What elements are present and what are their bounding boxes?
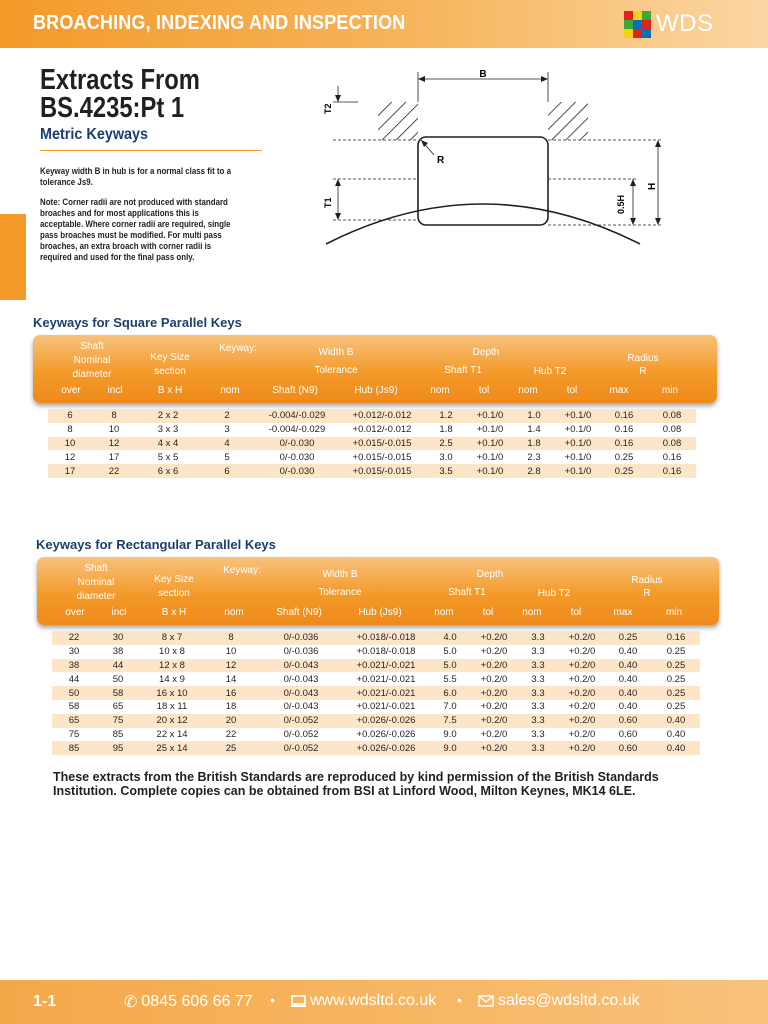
hdr-t1-tol: tol: [482, 607, 494, 618]
table-cell: 16: [204, 686, 258, 700]
hdr-t1-tol: tol: [478, 385, 490, 396]
table-cell: +0.2/0: [472, 714, 516, 728]
table-cell: 22: [204, 728, 258, 742]
side-tab: [0, 214, 26, 300]
hdr-over: over: [61, 385, 81, 396]
hdr-hub-js9: Hub (Js9): [354, 385, 398, 396]
table-cell: 4.0: [428, 631, 472, 645]
square-table-header: [33, 335, 717, 403]
rect-keys-title: Keyways for Rectangular Parallel Keys: [36, 537, 276, 552]
hdr-max: max: [609, 385, 629, 396]
table-cell: 0.16: [600, 409, 648, 423]
table-cell: 0.16: [648, 464, 696, 478]
table-cell: +0.2/0: [472, 700, 516, 714]
table-cell: +0.1/0: [468, 450, 512, 464]
table-cell: 3.3: [516, 741, 560, 755]
label-h: H: [647, 182, 658, 190]
table-cell: +0.2/0: [560, 728, 604, 742]
table-cell: 0/-0.043: [258, 686, 344, 700]
table-cell: 0/-0.036: [258, 631, 344, 645]
table-cell: 3.3: [516, 728, 560, 742]
table-cell: 75: [52, 728, 96, 742]
hdr-t2-tol: tol: [570, 607, 582, 618]
table-cell: 22 x 14: [140, 728, 204, 742]
table-cell: +0.026/-0.026: [344, 741, 428, 755]
table-cell: 0.25: [652, 700, 700, 714]
hdr-width-b: Width B: [322, 569, 358, 580]
table-cell: 0/-0.052: [258, 728, 344, 742]
table-cell: 0.40: [652, 728, 700, 742]
table-cell: +0.2/0: [472, 686, 516, 700]
separator-dot: •: [270, 992, 275, 1008]
table-cell: 38: [96, 645, 140, 659]
footer: [0, 980, 768, 1024]
table-cell: 8 x 7: [140, 631, 204, 645]
table-cell: +0.1/0: [556, 464, 600, 478]
square-keys-table: [48, 409, 696, 478]
table-cell: +0.1/0: [468, 409, 512, 423]
hdr-keyway: Keyway:: [223, 565, 261, 576]
table-cell: +0.026/-0.026: [344, 728, 428, 742]
table-cell: +0.012/-0.012: [340, 423, 424, 437]
hdr-bxh: B x H: [161, 607, 187, 618]
table-cell: 0.40: [652, 714, 700, 728]
table-row: [52, 714, 700, 728]
table-cell: 1.8: [424, 423, 468, 437]
phone-link[interactable]: [124, 992, 253, 1012]
table-cell: 0/-0.036: [258, 645, 344, 659]
page-title: [40, 66, 253, 122]
table-cell: 0.16: [600, 423, 648, 437]
hdr-shaft: Shaft: [84, 563, 108, 574]
separator-dot: •: [457, 992, 462, 1008]
table-cell: +0.1/0: [556, 437, 600, 451]
hdr-shaft: Shaft: [80, 341, 104, 352]
table-cell: 4 x 4: [136, 437, 200, 451]
table-cell: 9.0: [428, 741, 472, 755]
table-cell: 0/-0.052: [258, 714, 344, 728]
hdr-tolerance: Tolerance: [314, 365, 358, 376]
table-cell: 20: [204, 714, 258, 728]
table-cell: +0.015/-0.015: [340, 464, 424, 478]
phone-icon: ✆: [124, 994, 138, 1011]
page-title-line-2: BS.4235:Pt 1: [40, 92, 185, 124]
table-cell: 3.3: [516, 631, 560, 645]
hdr-keyway: Keyway:: [219, 343, 257, 354]
table-cell: +0.2/0: [560, 645, 604, 659]
table-cell: 0.08: [648, 409, 696, 423]
table-cell: 14 x 9: [140, 672, 204, 686]
table-cell: 58: [52, 700, 96, 714]
table-cell: 3 x 3: [136, 423, 200, 437]
table-cell: 2.3: [512, 450, 556, 464]
hdr-t2-tol: tol: [566, 385, 578, 396]
table-row: [52, 741, 700, 755]
hdr-radius: Radius: [627, 353, 659, 364]
table-cell: 12 x 8: [140, 659, 204, 673]
email-icon: [478, 995, 494, 1007]
note-corner-radii: Note: Corner radii are not produced with standard broaches and for most applications this is acceptable. Where corner radii are required, single pass broaches must be modified. For multi pass broaches, an extra broach with corner radii is required and used for the final pass only.: [40, 197, 231, 262]
table-cell: 3.3: [516, 672, 560, 686]
table-cell: 18 x 11: [140, 700, 204, 714]
hdr-t2-nom: nom: [518, 385, 538, 396]
table-cell: +0.1/0: [556, 423, 600, 437]
label-05h: 0.5H: [616, 194, 626, 214]
table-cell: +0.018/-0.018: [344, 645, 428, 659]
table-cell: 18: [204, 700, 258, 714]
table-cell: 25: [204, 741, 258, 755]
table-cell: 20 x 12: [140, 714, 204, 728]
hdr-over: over: [65, 607, 85, 618]
table-cell: 5 x 5: [136, 450, 200, 464]
table-cell: 14: [204, 672, 258, 686]
table-cell: 0/-0.052: [258, 741, 344, 755]
rect-keys-table: [52, 631, 700, 755]
table-row: [48, 464, 696, 478]
table-cell: +0.1/0: [556, 409, 600, 423]
square-keys-rows: [48, 409, 696, 478]
table-cell: 3.3: [516, 645, 560, 659]
table-cell: +0.021/-0.021: [344, 659, 428, 673]
phone-number: 0845 606 66 77: [141, 993, 253, 1010]
table-cell: 6: [48, 409, 92, 423]
table-cell: 5.0: [428, 645, 472, 659]
table-cell: +0.021/-0.021: [344, 672, 428, 686]
hdr-nominal: Nominal: [77, 577, 115, 588]
table-cell: 0/-0.030: [254, 437, 340, 451]
hdr-tolerance: Tolerance: [318, 587, 362, 598]
table-cell: 10: [92, 423, 136, 437]
table-cell: 6 x 6: [136, 464, 200, 478]
table-row: [52, 672, 700, 686]
table-cell: +0.021/-0.021: [344, 686, 428, 700]
page-title-line-1: Extracts From: [40, 64, 200, 96]
label-t1: T1: [323, 197, 333, 208]
table-cell: 0.40: [604, 686, 652, 700]
table-cell: 22: [52, 631, 96, 645]
table-cell: 2 x 2: [136, 409, 200, 423]
table-row: [52, 686, 700, 700]
table-cell: 0/-0.043: [258, 672, 344, 686]
hdr-nominal: Nominal: [73, 355, 111, 366]
table-cell: 1.8: [512, 437, 556, 451]
table-row: [48, 423, 696, 437]
hdr-incl: incl: [111, 607, 127, 618]
rect-keys-rows: [52, 631, 700, 755]
table-cell: +0.1/0: [468, 437, 512, 451]
table-cell: 85: [96, 728, 140, 742]
email-link[interactable]: [478, 992, 640, 1010]
table-cell: +0.2/0: [560, 672, 604, 686]
table-cell: 22: [92, 464, 136, 478]
table-cell: 0.25: [652, 686, 700, 700]
table-cell: 7.0: [428, 700, 472, 714]
table-cell: 3.3: [516, 659, 560, 673]
table-cell: 25 x 14: [140, 741, 204, 755]
table-cell: +0.021/-0.021: [344, 700, 428, 714]
hdr-t1-nom: nom: [434, 607, 454, 618]
table-cell: 0.16: [648, 450, 696, 464]
rect-table-header: [37, 557, 719, 625]
hdr-depth: Depth: [472, 347, 500, 358]
hdr-hub-t2: Hub T2: [537, 588, 571, 599]
table-row: [48, 437, 696, 451]
table-cell: -0.004/-0.029: [254, 409, 340, 423]
table-cell: 5.0: [428, 659, 472, 673]
hdr-diameter: diameter: [72, 369, 112, 380]
table-cell: 0.08: [648, 437, 696, 451]
hdr-bxh: B x H: [157, 385, 183, 396]
hdr-incl: incl: [107, 385, 123, 396]
table-cell: 0.25: [600, 450, 648, 464]
hdr-hub-js9: Hub (Js9): [358, 607, 402, 618]
table-cell: 0.16: [652, 631, 700, 645]
table-cell: 1.2: [424, 409, 468, 423]
keyway-diagram: [318, 62, 678, 254]
label-t2: T2: [323, 103, 333, 114]
website-link[interactable]: [291, 992, 436, 1010]
table-row: [52, 700, 700, 714]
table-cell: 0/-0.030: [254, 464, 340, 478]
table-cell: 7.5: [428, 714, 472, 728]
table-cell: 3.3: [516, 714, 560, 728]
note-width-tolerance: Keyway width B in hub is for a normal class fit to a tolerance Js9.: [40, 166, 232, 187]
table-cell: 5.5: [428, 672, 472, 686]
table-cell: 0.60: [604, 728, 652, 742]
hdr-hub-t2: Hub T2: [533, 366, 567, 377]
table-cell: 17: [48, 464, 92, 478]
table-cell: 0/-0.030: [254, 450, 340, 464]
table-cell: 6.0: [428, 686, 472, 700]
brand-name: WDS: [656, 10, 714, 37]
table-cell: +0.2/0: [472, 728, 516, 742]
cube-logo-icon: [622, 8, 654, 40]
table-cell: 50: [96, 672, 140, 686]
table-cell: 0.25: [600, 464, 648, 478]
table-cell: 10: [48, 437, 92, 451]
table-cell: 0.40: [604, 645, 652, 659]
table-cell: 38: [52, 659, 96, 673]
table-row: [52, 728, 700, 742]
table-cell: 0.25: [652, 659, 700, 673]
table-cell: 0.40: [604, 672, 652, 686]
table-cell: -0.004/-0.029: [254, 423, 340, 437]
table-row: [48, 409, 696, 423]
table-cell: 10 x 8: [140, 645, 204, 659]
table-cell: 12: [92, 437, 136, 451]
table-cell: +0.012/-0.012: [340, 409, 424, 423]
table-cell: 4: [200, 437, 254, 451]
label-r: R: [437, 155, 445, 166]
table-cell: 0/-0.043: [258, 659, 344, 673]
hdr-shaft-n9: Shaft (N9): [276, 607, 322, 618]
table-cell: 58: [96, 686, 140, 700]
hdr-shaft-n9: Shaft (N9): [272, 385, 318, 396]
table-cell: 0.16: [600, 437, 648, 451]
hdr-max: max: [613, 607, 633, 618]
table-cell: +0.2/0: [560, 659, 604, 673]
table-cell: 44: [96, 659, 140, 673]
table-cell: +0.2/0: [560, 686, 604, 700]
table-cell: 17: [92, 450, 136, 464]
table-cell: 50: [52, 686, 96, 700]
table-cell: +0.015/-0.015: [340, 437, 424, 451]
page-number: 1-1: [33, 993, 57, 1010]
top-banner: [0, 0, 768, 48]
table-cell: 0.25: [652, 645, 700, 659]
hdr-t1-nom: nom: [430, 385, 450, 396]
table-cell: +0.026/-0.026: [344, 714, 428, 728]
table-cell: +0.018/-0.018: [344, 631, 428, 645]
table-cell: 0.40: [652, 741, 700, 755]
divider: [40, 150, 262, 151]
table-cell: 6: [200, 464, 254, 478]
table-cell: +0.1/0: [468, 423, 512, 437]
table-cell: 1.4: [512, 423, 556, 437]
hdr-diameter: diameter: [76, 591, 116, 602]
table-cell: 75: [96, 714, 140, 728]
hdr-r: R: [639, 366, 647, 377]
table-cell: 95: [96, 741, 140, 755]
email-address: sales@wdsltd.co.uk: [498, 992, 640, 1009]
table-cell: 0.60: [604, 741, 652, 755]
table-row: [52, 631, 700, 645]
label-b: B: [479, 69, 487, 80]
table-cell: 8: [92, 409, 136, 423]
table-cell: +0.1/0: [556, 450, 600, 464]
square-keys-title: Keyways for Square Parallel Keys: [33, 315, 242, 330]
table-cell: 0.25: [652, 672, 700, 686]
table-cell: 44: [52, 672, 96, 686]
computer-icon: [291, 995, 306, 1008]
table-cell: +0.1/0: [468, 464, 512, 478]
hdr-shaft-t1: Shaft T1: [448, 587, 486, 598]
table-cell: +0.2/0: [472, 672, 516, 686]
table-cell: +0.2/0: [472, 741, 516, 755]
table-cell: 0.25: [604, 631, 652, 645]
table-cell: +0.2/0: [560, 714, 604, 728]
table-cell: 30: [52, 645, 96, 659]
table-cell: 0.60: [604, 714, 652, 728]
table-cell: 5: [200, 450, 254, 464]
table-cell: 30: [96, 631, 140, 645]
table-cell: 0.40: [604, 659, 652, 673]
bsi-credit: These extracts from the British Standards are reproduced by kind permission of the British Standards Institution. Complete copies can be obtained from BSI at Linford Wood, Milton Keynes, MK14 6LE.: [53, 770, 659, 798]
hdr-nom: nom: [220, 385, 240, 396]
table-cell: 12: [204, 659, 258, 673]
table-cell: 9.0: [428, 728, 472, 742]
table-cell: +0.2/0: [560, 700, 604, 714]
table-cell: 0.40: [604, 700, 652, 714]
table-cell: 1.0: [512, 409, 556, 423]
hdr-key-size: Key Size: [150, 352, 190, 363]
table-cell: 85: [52, 741, 96, 755]
table-cell: +0.2/0: [560, 631, 604, 645]
website-url: www.wdsltd.co.uk: [310, 992, 437, 1009]
hdr-section: section: [154, 366, 186, 377]
hdr-min: min: [661, 385, 679, 396]
table-cell: 8: [204, 631, 258, 645]
table-cell: 12: [48, 450, 92, 464]
table-cell: +0.2/0: [472, 659, 516, 673]
hdr-width-b: Width B: [318, 347, 354, 358]
table-cell: 3.3: [516, 700, 560, 714]
hdr-r: R: [643, 588, 651, 599]
table-cell: +0.015/-0.015: [340, 450, 424, 464]
table-cell: +0.2/0: [472, 631, 516, 645]
table-cell: 16 x 10: [140, 686, 204, 700]
table-cell: 0/-0.043: [258, 700, 344, 714]
table-cell: +0.2/0: [560, 741, 604, 755]
table-cell: 3: [200, 423, 254, 437]
table-cell: 10: [204, 645, 258, 659]
table-row: [52, 645, 700, 659]
table-cell: 2.8: [512, 464, 556, 478]
hdr-radius: Radius: [631, 575, 663, 586]
table-cell: 2: [200, 409, 254, 423]
hdr-depth: Depth: [476, 569, 504, 580]
hdr-min: min: [665, 607, 683, 618]
wds-logo[interactable]: [620, 8, 720, 40]
table-cell: 65: [96, 700, 140, 714]
table-cell: 0.08: [648, 423, 696, 437]
table-cell: 3.3: [516, 686, 560, 700]
table-row: [48, 450, 696, 464]
table-cell: +0.2/0: [472, 645, 516, 659]
table-cell: 65: [52, 714, 96, 728]
hdr-t2-nom: nom: [522, 607, 542, 618]
hdr-nom: nom: [224, 607, 244, 618]
section-header-title: BROACHING, INDEXING AND INSPECTION: [33, 12, 406, 34]
page-subtitle: Metric Keyways: [40, 126, 149, 143]
table-row: [52, 659, 700, 673]
hdr-key-size: Key Size: [154, 574, 194, 585]
hdr-shaft-t1: Shaft T1: [444, 365, 482, 376]
table-cell: 3.5: [424, 464, 468, 478]
table-cell: 2.5: [424, 437, 468, 451]
hdr-section: section: [158, 588, 190, 599]
table-cell: 3.0: [424, 450, 468, 464]
table-cell: 8: [48, 423, 92, 437]
